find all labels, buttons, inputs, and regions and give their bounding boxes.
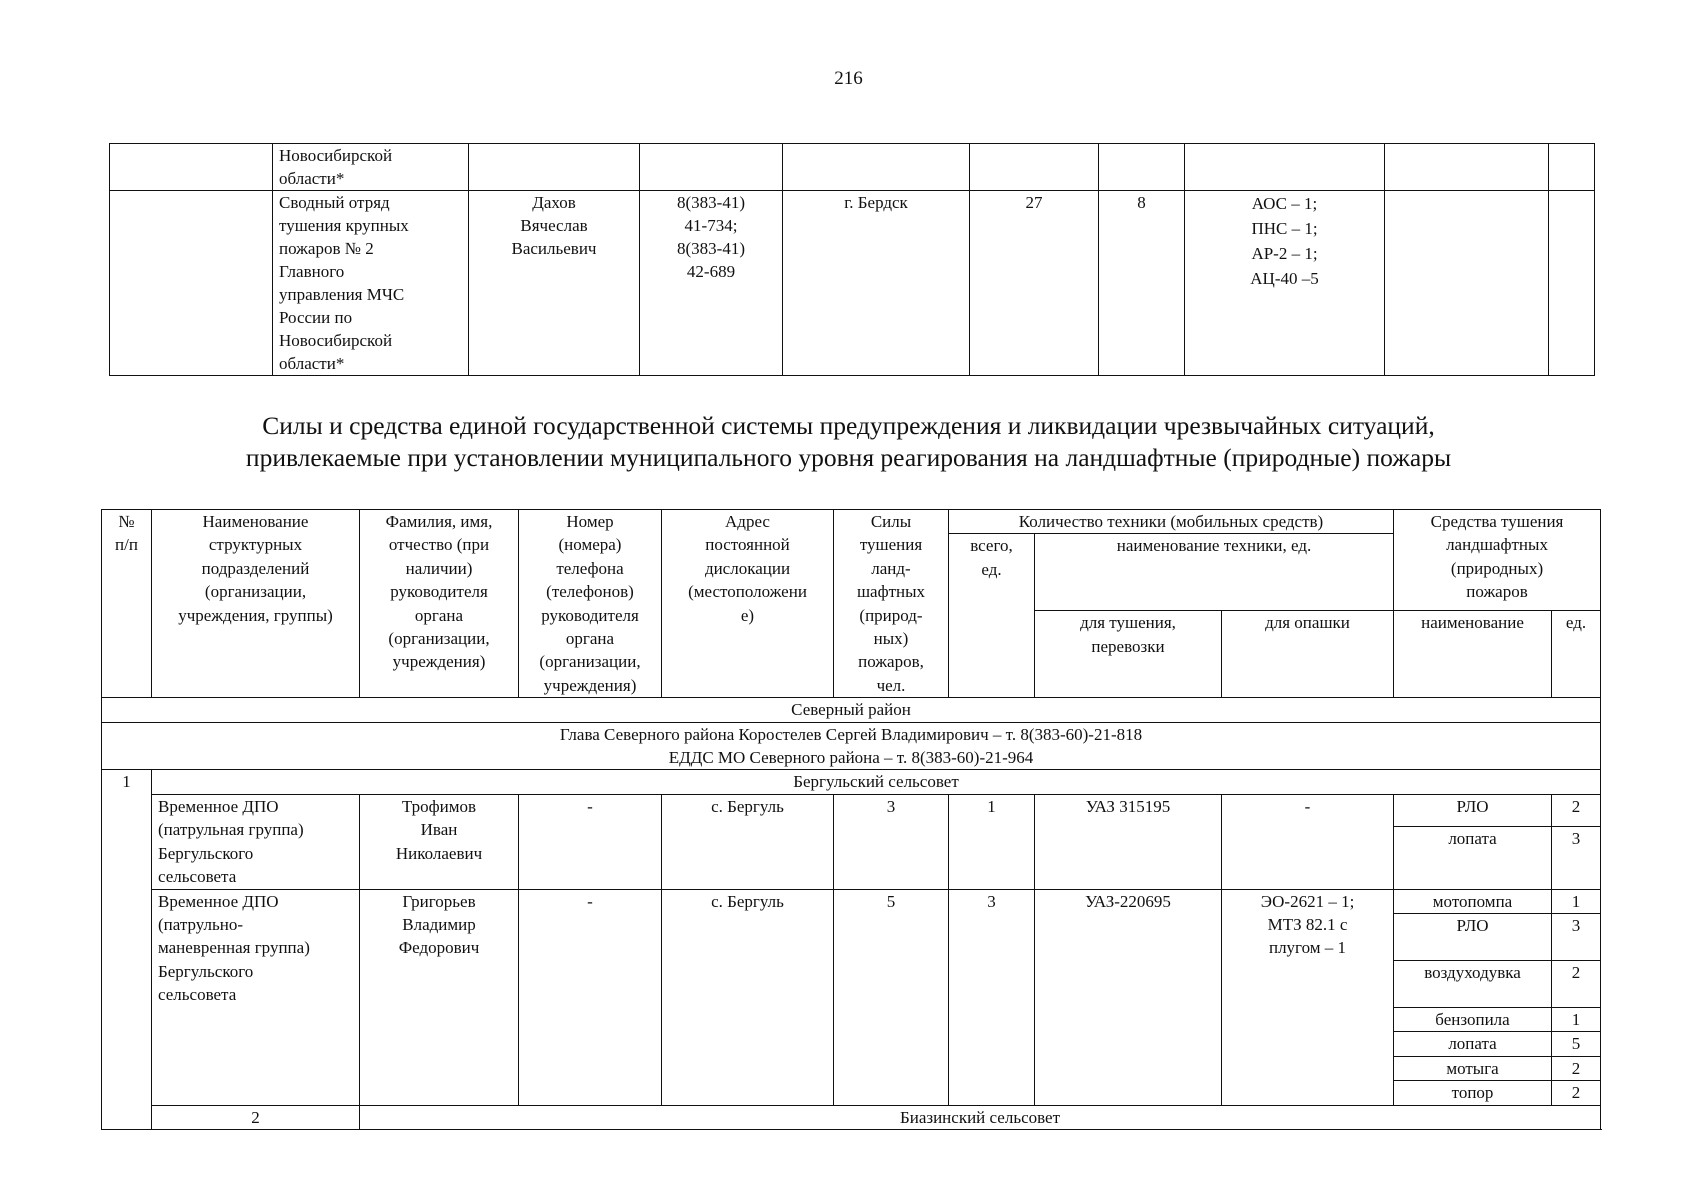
- section-title: [0, 410, 1697, 474]
- header-for-plough: для опашки: [1222, 611, 1394, 698]
- header-equipment-group: Количество техники (мобильных средств): [949, 510, 1394, 534]
- address: с. Бергуль: [662, 889, 834, 1105]
- means-units: 2: [1552, 794, 1601, 826]
- region-head-contact: Глава Северного района Коростелев Сергей Владимирович – т. 8(383-60)-21-818: [559, 724, 1143, 744]
- head-name: Дахов Вячеслав Васильевич: [469, 191, 640, 376]
- table-row: [102, 794, 1601, 826]
- header-total: всего, ед.: [949, 534, 1035, 698]
- means-units: 3: [1552, 913, 1601, 960]
- means: [1385, 191, 1549, 376]
- means-name: топор: [1394, 1081, 1552, 1105]
- header-head: Фамилия, имя, отчество (при наличии) руководителя органа (организации, учреждения): [360, 510, 519, 698]
- means-name: лопата: [1394, 826, 1552, 889]
- council-num: 2: [152, 1105, 360, 1129]
- cell: [970, 144, 1099, 191]
- address: с. Бергуль: [662, 794, 834, 889]
- total: 8: [1099, 191, 1185, 376]
- section-title-line-1: Силы и средства единой государственной системы предупреждения и ликвидации чрезвычайных ситуаций,: [262, 411, 1435, 440]
- header-forces: Силы тушения ланд- шафтных (природ- ных) пожаров, чел.: [834, 510, 949, 698]
- forces: 5: [834, 889, 949, 1105]
- region-edds-contact: ЕДДС МО Северного района – т. 8(383-60)-21-964: [668, 748, 1034, 768]
- for-plough: -: [1222, 794, 1394, 889]
- for-fire: УАЗ-220695: [1035, 889, 1222, 1105]
- table-row: [110, 144, 1595, 191]
- forces-table: [101, 509, 1601, 1130]
- cell: [1185, 144, 1385, 191]
- means-name: бензопила: [1394, 1007, 1552, 1031]
- header-phone: Номер (номера) телефона (телефонов) руководителя органа (организации, учреждения): [519, 510, 662, 698]
- section-title-line-2: привлекаемые при установлении муниципального уровня реагирования на ландшафтные (природные) пожары: [245, 443, 1452, 472]
- phone: -: [519, 794, 662, 889]
- header-means-name: наименование: [1394, 611, 1552, 698]
- header-num: № п/п: [102, 510, 152, 698]
- means-name: РЛО: [1394, 794, 1552, 826]
- forces: 3: [834, 794, 949, 889]
- header-names-group: наименование техники, ед.: [1035, 534, 1394, 611]
- means-name: мотыга: [1394, 1056, 1552, 1080]
- phone: -: [519, 889, 662, 1105]
- region-info: [102, 722, 1601, 770]
- region-info-row: [102, 722, 1601, 770]
- head-name: Трофимов Иван Николаевич: [360, 794, 519, 889]
- council-name: Бергульский сельсовет: [152, 770, 1601, 794]
- cell: [1385, 144, 1549, 191]
- means-units: 2: [1552, 960, 1601, 1007]
- means-units: 3: [1552, 826, 1601, 889]
- address: г. Бердск: [783, 191, 970, 376]
- equipment: АОС – 1; ПНС – 1; АР-2 – 1; АЦ-40 –5: [1185, 191, 1385, 376]
- unit-name: Временное ДПО (патрульная группа) Бергульского сельсовета: [152, 794, 360, 889]
- means-units: 1: [1552, 1007, 1601, 1031]
- cell: [469, 144, 640, 191]
- header-address: Адрес постоянной дислокации (местоположени е): [662, 510, 834, 698]
- cell: [1549, 144, 1595, 191]
- means-name: РЛО: [1394, 913, 1552, 960]
- means-units: 2: [1552, 1056, 1601, 1080]
- council-name: Биазинский сельсовет: [360, 1105, 1601, 1129]
- header-row: [102, 510, 1601, 534]
- means-name: мотопомпа: [1394, 889, 1552, 913]
- header-means-group: Средства тушения ландшафтных (природных) пожаров: [1394, 510, 1601, 611]
- unit-name: Сводный отряд тушения крупных пожаров № 2 Главного управления МЧС России по Новосибирской области*: [273, 191, 469, 376]
- continuation-table: [109, 143, 1595, 376]
- means-units: 1: [1552, 889, 1601, 913]
- head-name: Григорьев Владимир Федорович: [360, 889, 519, 1105]
- for-plough: ЭО-2621 – 1; МТЗ 82.1 с плугом – 1: [1222, 889, 1394, 1105]
- unit-name: Новосибирской области*: [273, 144, 469, 191]
- page-number: 216: [834, 68, 863, 89]
- blank-cell: [110, 144, 273, 191]
- header-for-fire: для тушения, перевозки: [1035, 611, 1222, 698]
- units: [1549, 191, 1595, 376]
- cell: [783, 144, 970, 191]
- for-fire: УАЗ 315195: [1035, 794, 1222, 889]
- table-row: [110, 191, 1595, 376]
- phone: 8(383-41) 41-734; 8(383-41) 42-689: [640, 191, 783, 376]
- region-name: Северный район: [102, 698, 1601, 722]
- unit-name: Временное ДПО (патрульно- маневренная группа) Бергульского сельсовета: [152, 889, 360, 1105]
- table-row: [102, 889, 1601, 913]
- council-num: 1: [102, 770, 152, 1129]
- means-name: воздуходувка: [1394, 960, 1552, 1007]
- cell: [640, 144, 783, 191]
- total: 3: [949, 889, 1035, 1105]
- council-row: [102, 1105, 1601, 1129]
- blank-cell: [110, 191, 273, 376]
- region-row: [102, 698, 1601, 722]
- means-units: 5: [1552, 1032, 1601, 1056]
- council-row: [102, 770, 1601, 794]
- header-means-units: ед.: [1552, 611, 1601, 698]
- forces: 27: [970, 191, 1099, 376]
- cell: [1099, 144, 1185, 191]
- means-units: 2: [1552, 1081, 1601, 1105]
- means-name: лопата: [1394, 1032, 1552, 1056]
- total: 1: [949, 794, 1035, 889]
- header-name: Наименование структурных подразделений (организации, учреждения, группы): [152, 510, 360, 698]
